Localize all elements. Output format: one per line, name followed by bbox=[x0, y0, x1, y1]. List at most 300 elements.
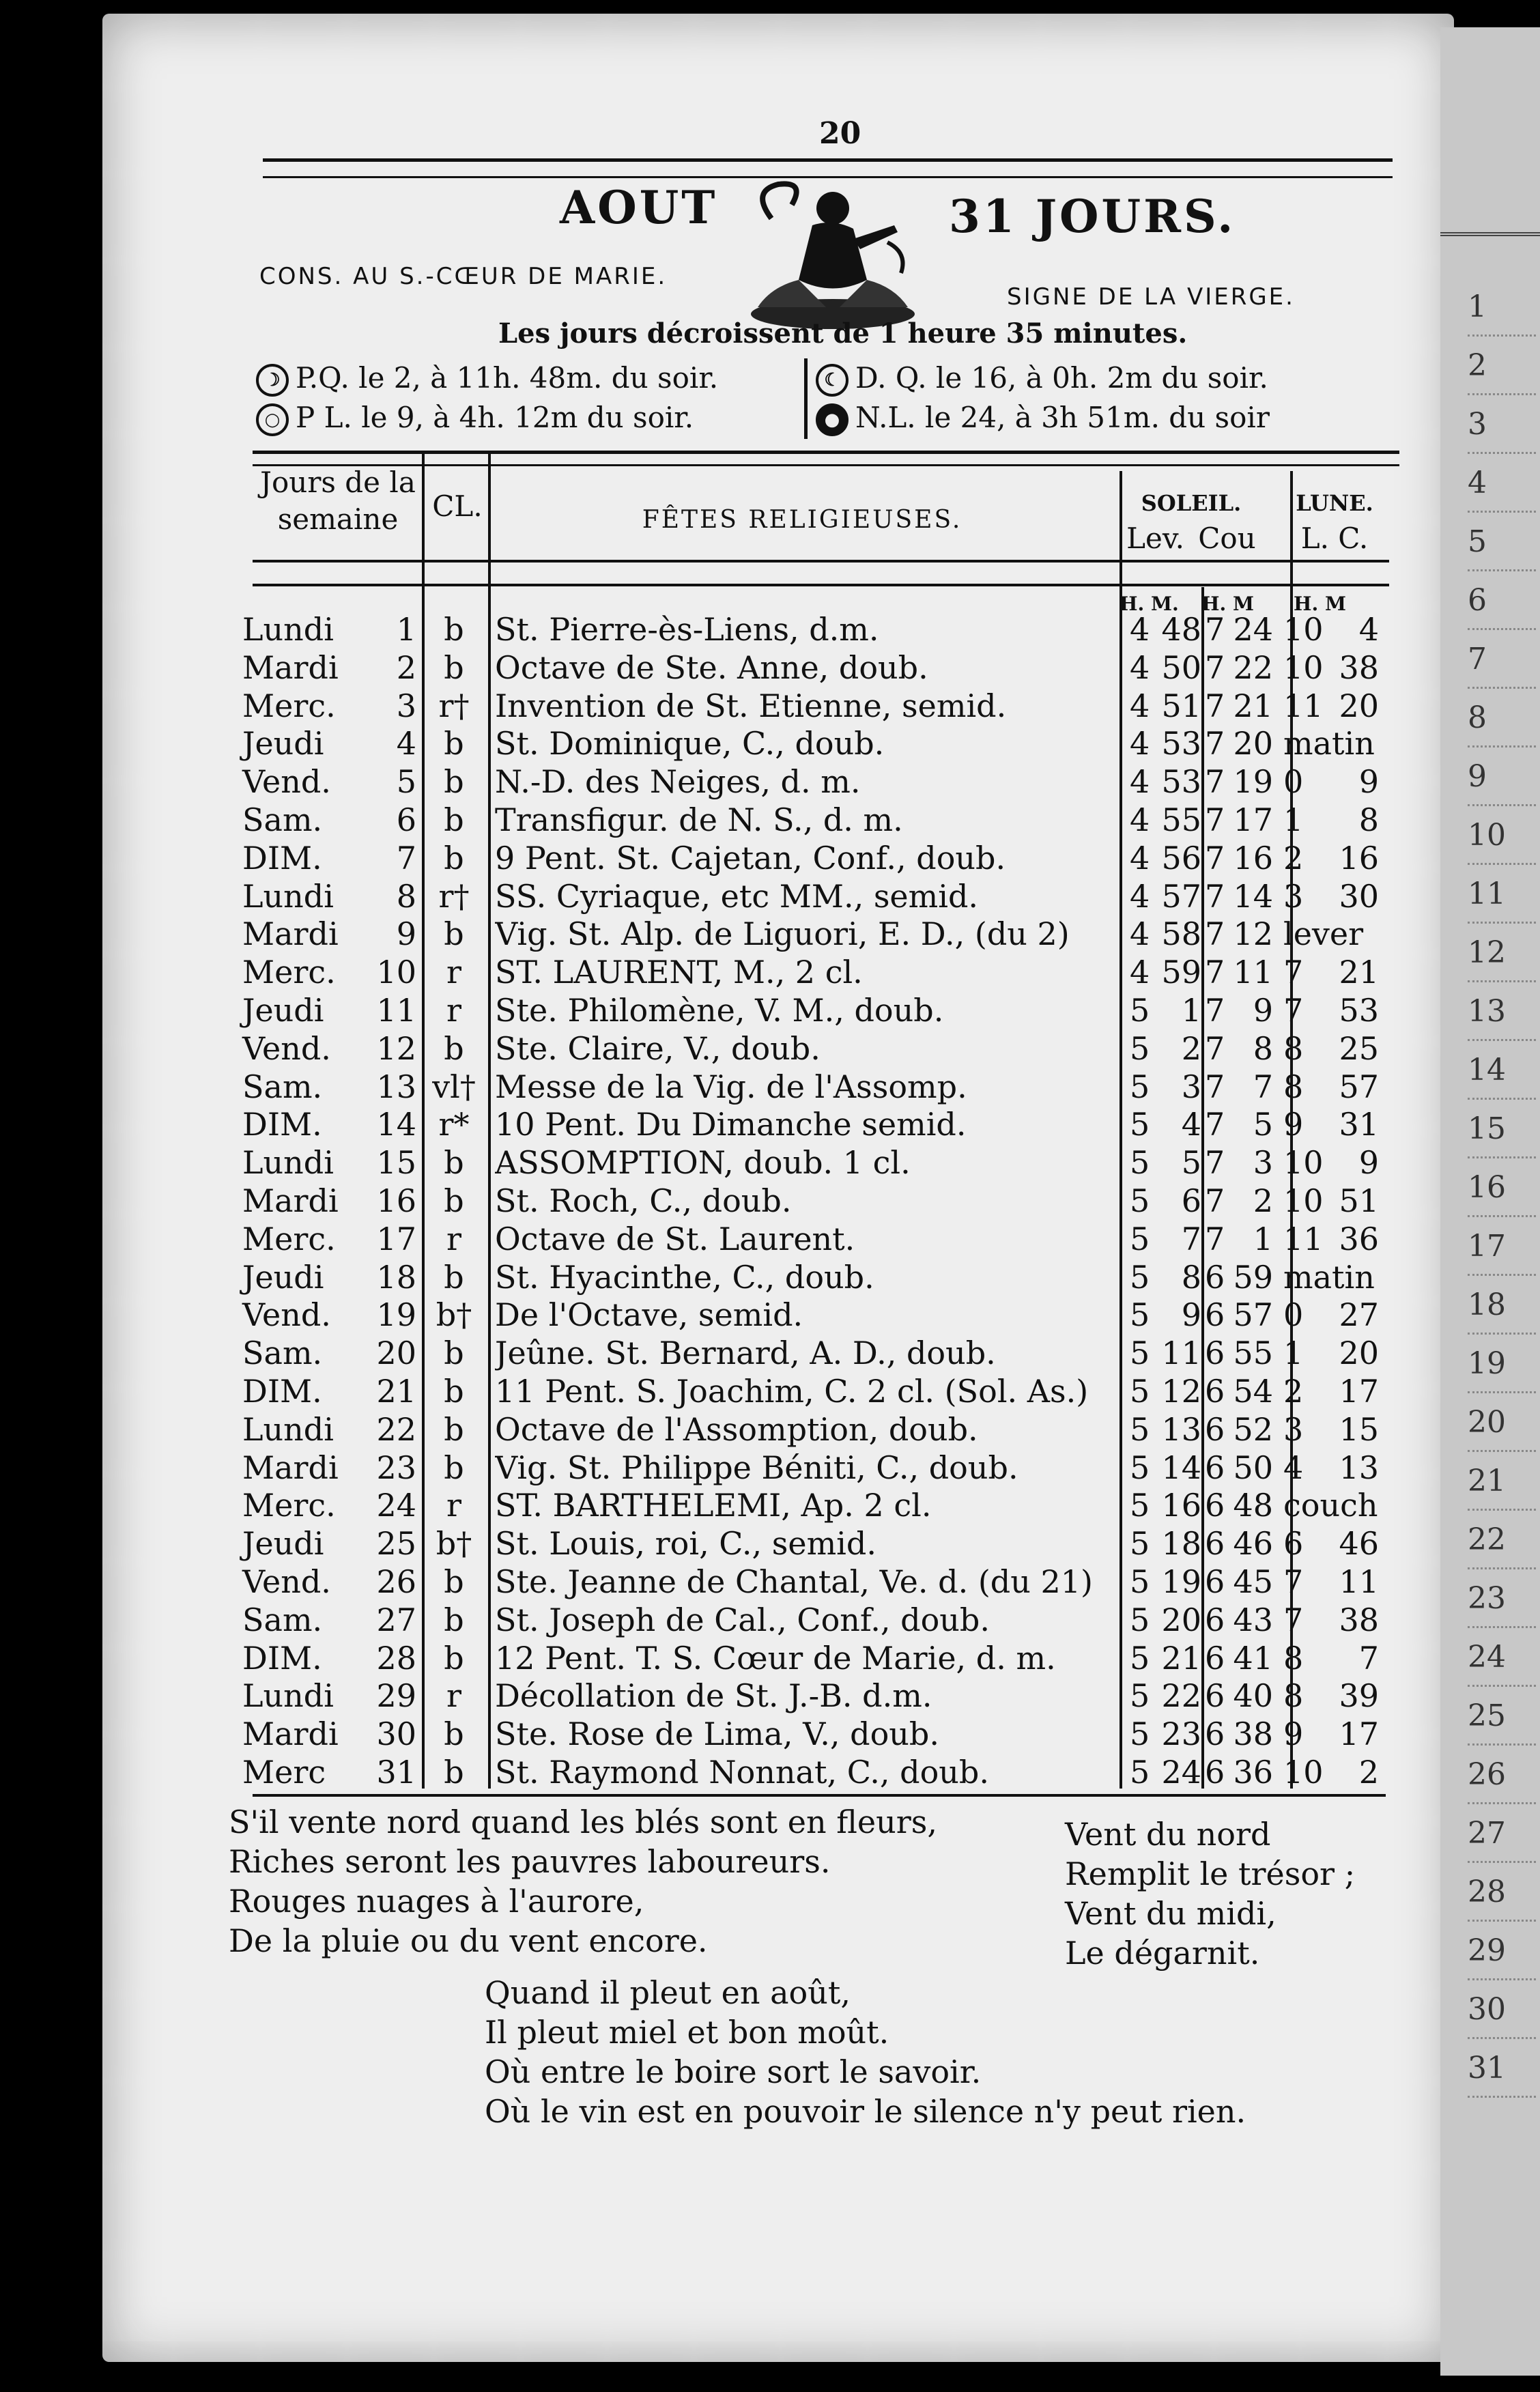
cell-sm: 14 bbox=[1161, 1449, 1201, 1486]
cell-lm: 30 bbox=[1339, 877, 1379, 915]
edge-day-number: 22 bbox=[1468, 1513, 1536, 1569]
cell-ch: 6 bbox=[1205, 1754, 1225, 1791]
dedication: CONS. AU S.-CŒUR DE MARIE. bbox=[259, 263, 668, 290]
header-moon: LUNE. bbox=[1296, 490, 1373, 516]
cell-feast: 9 Pent. St. Cajetan, Conf., doub. bbox=[495, 839, 1006, 877]
cell-sh: 5 bbox=[1130, 1677, 1150, 1715]
cell-ch: 7 bbox=[1205, 839, 1225, 877]
cell-cl: b bbox=[444, 763, 464, 801]
cell-cm: 3 bbox=[1253, 1144, 1273, 1182]
cell-cm: 36 bbox=[1233, 1754, 1273, 1791]
proverb-line: Quand il pleut en août, bbox=[485, 1974, 851, 2011]
cell-cm: 8 bbox=[1253, 1029, 1273, 1067]
cell-sm: 13 bbox=[1161, 1410, 1201, 1448]
cell-feast: Jeûne. St. Bernard, A. D., doub. bbox=[495, 1335, 996, 1372]
cell-feast: St. Pierre-ès-Liens, d.m. bbox=[495, 611, 879, 648]
cell-n: 1 bbox=[396, 611, 416, 648]
cell-sh: 4 bbox=[1130, 877, 1150, 915]
proverb-line: Le dégarnit. bbox=[1065, 1935, 1260, 1971]
cell-n: 24 bbox=[376, 1487, 416, 1524]
cell-cm: 11 bbox=[1233, 954, 1273, 991]
edge-day-number: 13 bbox=[1468, 984, 1536, 1041]
cell-feast: St. Roch, C., doub. bbox=[495, 1182, 792, 1219]
cell-sh: 4 bbox=[1130, 725, 1150, 763]
edge-day-number: 26 bbox=[1468, 1748, 1536, 1804]
cell-n: 16 bbox=[376, 1182, 416, 1219]
edge-day-number: 2 bbox=[1468, 339, 1536, 395]
cell-sh: 5 bbox=[1130, 1715, 1150, 1753]
cell-sm: 6 bbox=[1181, 1182, 1201, 1219]
cell-lm: 4 bbox=[1358, 611, 1379, 648]
cell-lh: 10 bbox=[1283, 611, 1324, 648]
cell-feast: SS. Cyriaque, etc MM., semid. bbox=[495, 877, 979, 915]
cell-lm: 21 bbox=[1339, 954, 1379, 991]
cell-feast: Ste. Claire, V., doub. bbox=[495, 1029, 821, 1067]
col-divider-1 bbox=[422, 451, 425, 1789]
cell-lm: 9 bbox=[1358, 763, 1379, 801]
cell-ch: 6 bbox=[1205, 1335, 1225, 1372]
cell-n: 21 bbox=[376, 1373, 416, 1410]
proverb-line: Où le vin est en pouvoir le silence n'y peut rien. bbox=[485, 2093, 1246, 2130]
cell-lm: 15 bbox=[1339, 1410, 1379, 1448]
cell-n: 26 bbox=[376, 1563, 416, 1600]
cell-ch: 7 bbox=[1205, 725, 1225, 763]
cell-lh: 3 bbox=[1283, 1410, 1304, 1448]
cell-day: Sam. bbox=[242, 801, 323, 838]
cell-n: 19 bbox=[376, 1296, 416, 1334]
cell-cl: b bbox=[444, 1601, 464, 1638]
cell-day: Sam. bbox=[242, 1068, 323, 1105]
cell-lh: 10 bbox=[1283, 1754, 1324, 1791]
cell-lm: 27 bbox=[1339, 1296, 1379, 1334]
cell-cl: r bbox=[446, 954, 461, 991]
cell-cl: b bbox=[444, 1182, 464, 1219]
cell-cm: 45 bbox=[1233, 1563, 1273, 1600]
edge-day-number: 31 bbox=[1468, 2041, 1536, 2098]
cell-sm: 53 bbox=[1161, 763, 1201, 801]
header-hm-moon: H. M bbox=[1294, 593, 1346, 615]
cell-lh: 1 bbox=[1283, 801, 1304, 838]
cell-ch: 6 bbox=[1205, 1715, 1225, 1753]
cell-feast: Octave de Ste. Anne, doub. bbox=[495, 649, 928, 686]
cell-n: 29 bbox=[376, 1677, 416, 1715]
cell-ch: 6 bbox=[1205, 1373, 1225, 1410]
cell-sm: 24 bbox=[1161, 1754, 1201, 1791]
cell-n: 12 bbox=[376, 1029, 416, 1067]
cell-cm: 38 bbox=[1233, 1715, 1273, 1753]
cell-cm: 7 bbox=[1253, 1068, 1273, 1105]
cell-sm: 2 bbox=[1181, 1029, 1201, 1067]
cell-sm: 9 bbox=[1181, 1296, 1201, 1334]
col-divider-2 bbox=[488, 451, 491, 1789]
cell-sm: 50 bbox=[1161, 649, 1201, 686]
cell-cm: 12 bbox=[1233, 915, 1273, 953]
cell-sm: 48 bbox=[1161, 611, 1201, 648]
cell-cm: 52 bbox=[1233, 1410, 1273, 1448]
cell-ch: 7 bbox=[1205, 611, 1225, 648]
cell-sh: 5 bbox=[1130, 992, 1150, 1029]
cell-cl: b bbox=[444, 1639, 464, 1677]
cell-cl: vl† bbox=[432, 1068, 476, 1105]
cell-cl: b bbox=[444, 1373, 464, 1410]
cell-ch: 6 bbox=[1205, 1563, 1225, 1600]
cell-ch: 7 bbox=[1205, 915, 1225, 953]
cell-sm: 3 bbox=[1181, 1068, 1201, 1105]
cell-day: Lundi bbox=[242, 1677, 334, 1715]
edge-day-number: 16 bbox=[1468, 1161, 1536, 1217]
cell-lm: 38 bbox=[1339, 649, 1379, 686]
cell-lw: lever bbox=[1283, 915, 1364, 953]
cell-day: Vend. bbox=[242, 1029, 331, 1067]
proverb-line: Remplit le trésor ; bbox=[1065, 1855, 1356, 1892]
cell-ch: 6 bbox=[1205, 1449, 1225, 1486]
cell-ch: 7 bbox=[1205, 687, 1225, 724]
cell-sh: 5 bbox=[1130, 1296, 1150, 1334]
cell-n: 9 bbox=[396, 915, 416, 953]
cell-sh: 4 bbox=[1130, 687, 1150, 724]
cell-lm: 25 bbox=[1339, 1029, 1379, 1067]
phase-separator bbox=[804, 358, 808, 439]
cell-n: 23 bbox=[376, 1449, 416, 1486]
edge-day-number: 17 bbox=[1468, 1219, 1536, 1276]
cell-cm: 22 bbox=[1233, 649, 1273, 686]
cell-cl: b bbox=[444, 1144, 464, 1182]
header-rule bbox=[253, 560, 1389, 563]
cell-cl: r bbox=[446, 992, 461, 1029]
cell-lh: 1 bbox=[1283, 1335, 1304, 1372]
cell-cl: r bbox=[446, 1487, 461, 1524]
proverb-line: Où entre le boire sort le savoir. bbox=[485, 2053, 982, 2090]
cell-cl: b bbox=[444, 611, 464, 648]
cell-sm: 59 bbox=[1161, 954, 1201, 991]
cell-cm: 40 bbox=[1233, 1677, 1273, 1715]
cell-feast: Octave de St. Laurent. bbox=[495, 1220, 855, 1257]
cell-cl: b† bbox=[436, 1296, 472, 1334]
cell-lh: 0 bbox=[1283, 1296, 1304, 1334]
cell-lh: 7 bbox=[1283, 1601, 1304, 1638]
table-bottom-rule bbox=[253, 1794, 1386, 1797]
cell-sh: 5 bbox=[1130, 1144, 1150, 1182]
cell-ch: 7 bbox=[1205, 1029, 1225, 1067]
cell-lm: 51 bbox=[1339, 1182, 1379, 1219]
cell-lh: 6 bbox=[1283, 1525, 1304, 1563]
cell-day: Vend. bbox=[242, 1563, 331, 1600]
cell-feast: 10 Pent. Du Dimanche semid. bbox=[495, 1106, 967, 1143]
cell-feast: ST. LAURENT, M., 2 cl. bbox=[495, 954, 863, 991]
cell-lm: 13 bbox=[1339, 1449, 1379, 1486]
cell-day: Merc. bbox=[242, 1220, 336, 1257]
cell-ch: 6 bbox=[1205, 1296, 1225, 1334]
cell-sh: 5 bbox=[1130, 1639, 1150, 1677]
edge-day-number: 30 bbox=[1468, 1982, 1536, 2039]
cell-cm: 9 bbox=[1253, 992, 1273, 1029]
cell-sh: 4 bbox=[1130, 839, 1150, 877]
cell-cl: b bbox=[444, 649, 464, 686]
cell-sm: 1 bbox=[1181, 992, 1201, 1029]
cell-lm: 38 bbox=[1339, 1601, 1379, 1638]
new-moon-icon: ● bbox=[816, 403, 849, 436]
cell-feast: Octave de l'Assomption, doub. bbox=[495, 1410, 978, 1448]
cell-ch: 6 bbox=[1205, 1601, 1225, 1638]
cell-day: Merc bbox=[242, 1754, 326, 1791]
cell-ch: 6 bbox=[1205, 1639, 1225, 1677]
table-top-rule-2 bbox=[253, 464, 1399, 466]
cell-lm: 17 bbox=[1339, 1373, 1379, 1410]
proverb-line: Vent du nord bbox=[1065, 1816, 1271, 1853]
cell-cm: 20 bbox=[1233, 725, 1273, 763]
edge-day-number: 10 bbox=[1468, 808, 1536, 865]
cell-sh: 5 bbox=[1130, 1068, 1150, 1105]
cell-ch: 6 bbox=[1205, 1525, 1225, 1563]
cell-feast: St. Joseph de Cal., Conf., doub. bbox=[495, 1601, 990, 1638]
phase-new-moon: ● N.L. le 24, à 3h 51m. du soir bbox=[816, 398, 1270, 438]
last-quarter-moon-icon: ☾ bbox=[816, 364, 849, 397]
edge-day-number: 1 bbox=[1468, 280, 1536, 337]
cell-lm: 20 bbox=[1339, 1335, 1379, 1372]
month-title: AOUT bbox=[560, 181, 718, 234]
cell-day: DIM. bbox=[242, 1106, 322, 1143]
proverb-line: Riches seront les pauvres laboureurs. bbox=[229, 1843, 831, 1880]
cell-day: Sam. bbox=[242, 1335, 323, 1372]
cell-n: 28 bbox=[376, 1639, 416, 1677]
cell-n: 8 bbox=[396, 877, 416, 915]
edge-day-number: 18 bbox=[1468, 1278, 1536, 1335]
cell-cm: 2 bbox=[1253, 1182, 1273, 1219]
cell-sm: 23 bbox=[1161, 1715, 1201, 1753]
cell-n: 25 bbox=[376, 1525, 416, 1563]
cell-sm: 4 bbox=[1181, 1106, 1201, 1143]
cell-cm: 57 bbox=[1233, 1296, 1273, 1334]
cell-ch: 6 bbox=[1205, 1487, 1225, 1524]
cell-lh: 0 bbox=[1283, 763, 1304, 801]
cell-feast: St. Louis, roi, C., semid. bbox=[495, 1525, 876, 1563]
cell-sh: 5 bbox=[1130, 1106, 1150, 1143]
cell-cm: 19 bbox=[1233, 763, 1273, 801]
cell-n: 13 bbox=[376, 1068, 416, 1105]
cell-lw: couch bbox=[1283, 1487, 1378, 1524]
edge-day-number: 28 bbox=[1468, 1865, 1536, 1922]
edge-day-number: 7 bbox=[1468, 632, 1536, 689]
daylight-note: Les jours décroissent de 1 heure 35 minutes. bbox=[498, 317, 1188, 350]
cell-ch: 7 bbox=[1205, 877, 1225, 915]
moon-phases-right bbox=[816, 358, 1270, 438]
edge-day-number: 25 bbox=[1468, 1689, 1536, 1746]
cell-sm: 12 bbox=[1161, 1373, 1201, 1410]
cell-cm: 46 bbox=[1233, 1525, 1273, 1563]
header-sun-rise: Lev. bbox=[1126, 522, 1184, 555]
cell-cl: b bbox=[444, 1258, 464, 1296]
edge-day-number: 14 bbox=[1468, 1043, 1536, 1100]
cell-n: 7 bbox=[396, 839, 416, 877]
cell-sh: 5 bbox=[1130, 1182, 1150, 1219]
cell-feast: Transfigur. de N. S., d. m. bbox=[495, 801, 903, 838]
cell-cl: r† bbox=[438, 877, 470, 915]
cell-ch: 7 bbox=[1205, 1144, 1225, 1182]
edge-day-number: 29 bbox=[1468, 1924, 1536, 1980]
cell-lm: 31 bbox=[1339, 1106, 1379, 1143]
cell-ch: 7 bbox=[1205, 801, 1225, 838]
cell-lh: 9 bbox=[1283, 1106, 1304, 1143]
phase-first-quarter: ☽ P.Q. le 2, à 11h. 48m. du soir. bbox=[256, 358, 718, 398]
proverb-line: Il pleut miel et bon moût. bbox=[485, 2014, 889, 2051]
cell-lh: 3 bbox=[1283, 877, 1304, 915]
cell-feast: 12 Pent. T. S. Cœur de Marie, d. m. bbox=[495, 1639, 1056, 1677]
cell-feast: Vig. St. Philippe Béniti, C., doub. bbox=[495, 1449, 1018, 1486]
cell-sm: 8 bbox=[1181, 1258, 1201, 1296]
next-page-edge bbox=[1440, 27, 1540, 2376]
cell-lm: 2 bbox=[1358, 1754, 1379, 1791]
cell-day: Mardi bbox=[242, 649, 339, 686]
cell-sm: 58 bbox=[1161, 915, 1201, 953]
cell-lm: 8 bbox=[1358, 801, 1379, 838]
edge-rule bbox=[1440, 232, 1540, 236]
cell-day: DIM. bbox=[242, 1639, 322, 1677]
edge-day-number: 23 bbox=[1468, 1571, 1536, 1628]
cell-cl: b bbox=[444, 725, 464, 763]
edge-day-number: 27 bbox=[1468, 1806, 1536, 1863]
header-sun: SOLEIL. bbox=[1141, 490, 1242, 516]
cell-day: Vend. bbox=[242, 1296, 331, 1334]
cell-sm: 22 bbox=[1161, 1677, 1201, 1715]
cell-lm: 7 bbox=[1358, 1639, 1379, 1677]
cell-n: 27 bbox=[376, 1601, 416, 1638]
cell-n: 3 bbox=[396, 687, 416, 724]
table-top-rule bbox=[253, 451, 1399, 454]
cell-sh: 4 bbox=[1130, 954, 1150, 991]
header-feasts: FÊTES RELIGIEUSES. bbox=[642, 506, 962, 534]
cell-sm: 51 bbox=[1161, 687, 1201, 724]
cell-sh: 5 bbox=[1130, 1029, 1150, 1067]
cell-lh: 8 bbox=[1283, 1677, 1304, 1715]
cell-n: 14 bbox=[376, 1106, 416, 1143]
cell-feast: ST. BARTHELEMI, Ap. 2 cl. bbox=[495, 1487, 932, 1524]
proverb-line: S'il vente nord quand les blés sont en fleurs, bbox=[229, 1804, 937, 1840]
cell-sh: 5 bbox=[1130, 1373, 1150, 1410]
moon-phases-left bbox=[256, 358, 718, 438]
cell-lm: 9 bbox=[1358, 1144, 1379, 1182]
cell-n: 10 bbox=[376, 954, 416, 991]
cell-ch: 7 bbox=[1205, 1220, 1225, 1257]
cell-lh: 7 bbox=[1283, 954, 1304, 991]
cell-lh: 2 bbox=[1283, 1373, 1304, 1410]
edge-day-number: 6 bbox=[1468, 573, 1536, 630]
cell-ch: 6 bbox=[1205, 1677, 1225, 1715]
cell-feast: Ste. Rose de Lima, V., doub. bbox=[495, 1715, 939, 1753]
header-hm-sunset: H. M bbox=[1201, 593, 1254, 615]
cell-lm: 46 bbox=[1339, 1525, 1379, 1563]
cell-cl: r† bbox=[438, 687, 470, 724]
first-quarter-moon-icon: ☽ bbox=[256, 364, 289, 397]
cell-lm: 20 bbox=[1339, 687, 1379, 724]
full-moon-icon: ○ bbox=[256, 403, 289, 436]
proverb-line: Vent du midi, bbox=[1065, 1895, 1277, 1932]
cell-day: Mardi bbox=[242, 915, 339, 953]
cell-n: 6 bbox=[396, 801, 416, 838]
cell-feast: St. Raymond Nonnat, C., doub. bbox=[495, 1754, 989, 1791]
cell-sm: 18 bbox=[1161, 1525, 1201, 1563]
cell-cm: 1 bbox=[1253, 1220, 1273, 1257]
proverb-line: Rouges nuages à l'aurore, bbox=[229, 1883, 644, 1920]
cell-feast: Ste. Philomène, V. M., doub. bbox=[495, 992, 944, 1029]
cell-lm: 16 bbox=[1339, 839, 1379, 877]
cell-sm: 56 bbox=[1161, 839, 1201, 877]
cell-day: DIM. bbox=[242, 839, 322, 877]
edge-day-number: 12 bbox=[1468, 926, 1536, 982]
header-hm-sunrise: H. M. bbox=[1120, 593, 1179, 615]
cell-sh: 5 bbox=[1130, 1754, 1150, 1791]
cell-cl: r bbox=[446, 1677, 461, 1715]
cell-lm: 36 bbox=[1339, 1220, 1379, 1257]
cell-sm: 55 bbox=[1161, 801, 1201, 838]
cell-ch: 6 bbox=[1205, 1410, 1225, 1448]
cell-cm: 16 bbox=[1233, 839, 1273, 877]
cell-cm: 43 bbox=[1233, 1601, 1273, 1638]
cell-day: Jeudi bbox=[242, 725, 324, 763]
cell-lh: 4 bbox=[1283, 1449, 1304, 1486]
virgo-emblem-icon bbox=[730, 177, 928, 334]
cell-lh: 8 bbox=[1283, 1029, 1304, 1067]
cell-cm: 14 bbox=[1233, 877, 1273, 915]
cell-sm: 7 bbox=[1181, 1220, 1201, 1257]
cell-cm: 41 bbox=[1233, 1639, 1273, 1677]
cell-day: Merc. bbox=[242, 1487, 336, 1524]
cell-sm: 57 bbox=[1161, 877, 1201, 915]
cell-cl: b bbox=[444, 1335, 464, 1372]
cell-lm: 39 bbox=[1339, 1677, 1379, 1715]
cell-feast: De l'Octave, semid. bbox=[495, 1296, 803, 1334]
cell-feast: ASSOMPTION, doub. 1 cl. bbox=[495, 1144, 911, 1182]
proverb-left bbox=[229, 1802, 937, 1961]
cell-lm: 11 bbox=[1339, 1563, 1379, 1600]
header-sun-set: Cou bbox=[1198, 522, 1256, 555]
cell-sh: 5 bbox=[1130, 1487, 1150, 1524]
cell-sh: 5 bbox=[1130, 1258, 1150, 1296]
cell-sh: 5 bbox=[1130, 1525, 1150, 1563]
cell-n: 11 bbox=[376, 992, 416, 1029]
cell-feast: Messe de la Vig. de l'Assomp. bbox=[495, 1068, 967, 1105]
cell-day: Lundi bbox=[242, 611, 334, 648]
cell-sh: 4 bbox=[1130, 611, 1150, 648]
cell-cm: 21 bbox=[1233, 687, 1273, 724]
cell-feast: 11 Pent. S. Joachim, C. 2 cl. (Sol. As.) bbox=[495, 1373, 1089, 1410]
cell-cl: b bbox=[444, 1410, 464, 1448]
edge-day-number: 11 bbox=[1468, 867, 1536, 924]
cell-n: 5 bbox=[396, 763, 416, 801]
edge-day-number: 5 bbox=[1468, 515, 1536, 571]
cell-ch: 7 bbox=[1205, 649, 1225, 686]
page-number: 20 bbox=[819, 116, 861, 151]
cell-sm: 20 bbox=[1161, 1601, 1201, 1638]
cell-sh: 4 bbox=[1130, 763, 1150, 801]
edge-day-number: 20 bbox=[1468, 1395, 1536, 1452]
top-rule bbox=[263, 158, 1393, 162]
cell-cm: 24 bbox=[1233, 611, 1273, 648]
cell-n: 30 bbox=[376, 1715, 416, 1753]
cell-cl: b bbox=[444, 1754, 464, 1791]
edge-day-number: 8 bbox=[1468, 691, 1536, 748]
cell-sh: 5 bbox=[1130, 1601, 1150, 1638]
cell-sm: 5 bbox=[1181, 1144, 1201, 1182]
cell-lh: 11 bbox=[1283, 1220, 1324, 1257]
edge-day-number: 21 bbox=[1468, 1454, 1536, 1511]
cell-day: Merc. bbox=[242, 687, 336, 724]
cell-feast: St. Hyacinthe, C., doub. bbox=[495, 1258, 874, 1296]
cell-lh: 11 bbox=[1283, 687, 1324, 724]
cell-lh: 7 bbox=[1283, 1563, 1304, 1600]
days-count: 31 JOURS. bbox=[949, 190, 1236, 243]
cell-lh: 7 bbox=[1283, 992, 1304, 1029]
cell-n: 22 bbox=[376, 1410, 416, 1448]
